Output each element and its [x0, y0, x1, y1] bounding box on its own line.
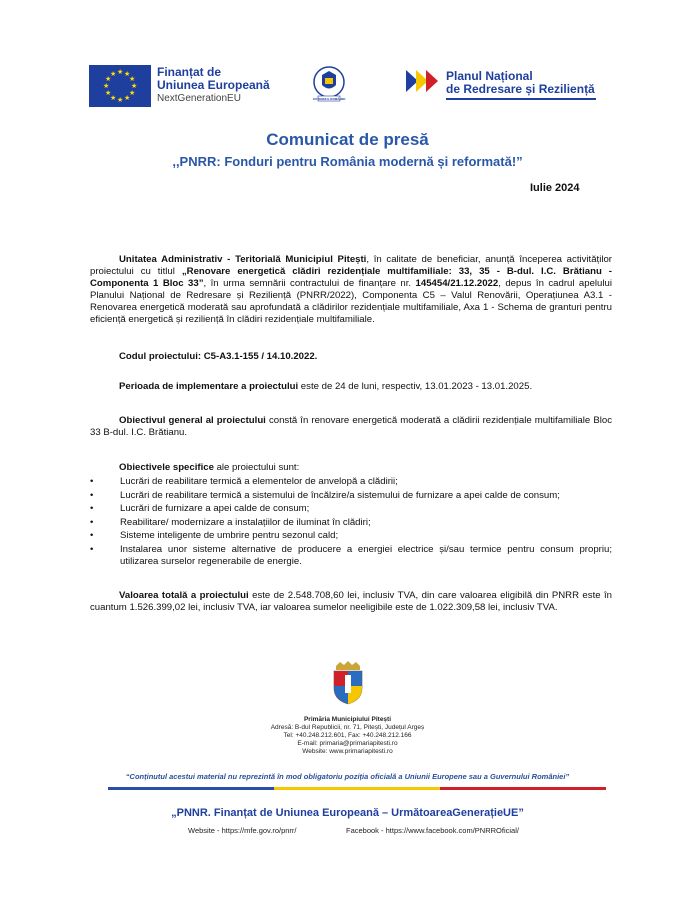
objective-item	[90, 476, 612, 488]
contract-number: 145454/21.12.2022	[415, 278, 499, 289]
objective-text: Lucrări de reabilitare termică a sistemului de încălzire/a sistemului de furnizare a apei calde de consum;	[120, 489, 560, 501]
government-crest-icon	[312, 65, 346, 103]
specific-objectives-list	[90, 476, 612, 569]
contact-block	[0, 716, 695, 756]
period-text: este de 24 de luni, respectiv, 13.01.2023 - 13.01.2025.	[298, 381, 533, 392]
gov-logo-text: GUVERNUL ROMÂNIEI	[312, 97, 346, 101]
eu-line3: NextGenerationEU	[157, 93, 241, 104]
contact-email[interactable]: E-mail: primaria@primariapitesti.ro	[297, 740, 398, 747]
total-value-paragraph	[90, 590, 612, 614]
general-objective-text: constă în renovare energetică moderată a clădirii rezidențiale multifamiliale Bloc 33 B-dul. I.C. Brătianu.	[90, 415, 612, 438]
eu-funding-text	[157, 66, 270, 105]
specific-objectives-intro	[90, 462, 612, 474]
project-code: Codul proiectului: C5-A3.1-155 / 14.10.2022.	[119, 351, 318, 362]
footer-slogan: „PNNR. Finanțat de Uniunea Europeană – UrmătoareaGenerațieUE”	[171, 807, 524, 819]
bullet-icon: •	[90, 476, 94, 487]
page-title: Comunicat de presă	[266, 130, 429, 149]
bullet-icon: •	[90, 489, 94, 501]
eu-line2: Uniunea Europeană	[157, 78, 270, 92]
release-date: Iulie 2024	[530, 182, 580, 194]
tricolor-divider	[108, 787, 606, 790]
eu-line1: Finanțat de	[157, 65, 222, 79]
objective-text: Lucrări de reabilitare termică a elementelor de anvelopă a clădirii;	[120, 476, 398, 487]
contact-name: Primăria Municipiului Pitești	[303, 716, 392, 723]
bullet-icon: •	[90, 543, 94, 555]
specific-objectives-label: Obiectivele specifice	[119, 462, 214, 473]
footer-links	[188, 826, 548, 835]
project-title: „Renovare energetică clădiri rezidențiale multifamiliale: 33, 35 - B-dul. I.C. Brătianu - Componenta 1 Bloc 33”	[90, 266, 613, 289]
period-label: Perioada de implementare a proiectului	[119, 381, 299, 392]
intro-text-2: , în urma semnării contractului de finanțare nr.	[203, 278, 416, 289]
pnrr-logo-icon	[404, 68, 444, 94]
general-objective-label: Obiectivul general al proiectului	[119, 415, 266, 426]
contact-website[interactable]: Website: www.primariapitesti.ro	[302, 748, 393, 755]
pnrr-text	[446, 70, 595, 96]
objective-item	[90, 490, 612, 502]
intro-text-1: , în calitate de beneficiar, anunță începerea activităților proiectului cu titlul	[90, 254, 612, 277]
bullet-icon: •	[90, 516, 94, 528]
intro-paragraph	[90, 254, 612, 326]
objective-text: Reabilitare/ modernizare a instalațiilor de iluminat în clădiri;	[120, 516, 371, 528]
contact-address: Adresă: B-dul Republicii, nr. 71, Pitești, Județul Argeș	[270, 724, 425, 731]
implementation-period	[90, 381, 612, 393]
total-value-text: este de 2.548.708,60 lei, inclusiv TVA, din care valoarea eligibilă din PNRR este în cuantum 1.526.399,02 lei, inclusiv TVA, iar valoarea sumelor neeligibile este de 1.022.309,58 lei, inclusiv TVA.	[90, 590, 612, 613]
pnrr-line1: Planul Național	[446, 69, 533, 83]
beneficiary-name: Unitatea Administrativ - Teritorială Municipiul Pitești	[119, 254, 367, 265]
page-subtitle: ,,PNRR: Fonduri pentru România modernă și reformată!”	[172, 154, 523, 169]
specific-objectives-text: ale proiectului sunt:	[213, 462, 300, 473]
objective-text: Sisteme inteligente de umbrire pentru sezonul cald;	[120, 530, 339, 541]
disclaimer: “Conținutul acestui material nu reprezintă în mod obligatoriu poziția oficială a Uniunii Europene sau a Guvernului României”	[125, 772, 570, 781]
objective-text: Instalarea unor sisteme alternative de producere a energiei electrice și/sau termice pentru consum propriu; utilizarea surselor regenerabile de energie.	[120, 543, 612, 567]
facebook-link[interactable]: Facebook - https://www.facebook.com/PNRROficial/	[346, 826, 519, 835]
objective-text: Lucrări de furnizare a apei calde de consum;	[120, 503, 310, 514]
bullet-icon: •	[90, 530, 94, 541]
general-objective	[90, 415, 612, 439]
pnrr-underline	[446, 98, 596, 100]
intro-text-3: , depus în cadrul apelului Planului Național de Redresare și Reziliență (PNRR/2022), Componenta C5 – Valul Renovării, Operațiunea A3.1 - Renovarea energetică moderată sau aprofundată a clădirilor rezidențiale multifamiliale, Axa 1 - Schema de granturi pentru eficiență energetică și reziliență în clădiri rezidențiale multifamiliale.	[90, 278, 612, 325]
total-value-label: Valoarea totală a proiectului	[119, 590, 249, 601]
bullet-icon: •	[90, 503, 94, 514]
objective-item	[90, 517, 612, 529]
pnrr-line2: de Redresare și Reziliență	[446, 82, 595, 96]
objective-item	[90, 530, 612, 542]
objective-item	[90, 544, 612, 568]
eu-flag-logo: ★ ★ ★ ★ ★ ★ ★ ★ ★ ★ ★ ★	[89, 65, 151, 107]
contact-phone: Tel: +40.248.212.601, Fax: +40.248.212.166	[283, 732, 412, 739]
website-link[interactable]: Website - https://mfe.gov.ro/pnrr/	[188, 826, 297, 835]
objective-item	[90, 503, 612, 515]
pitesti-coat-of-arms-icon	[330, 660, 366, 706]
